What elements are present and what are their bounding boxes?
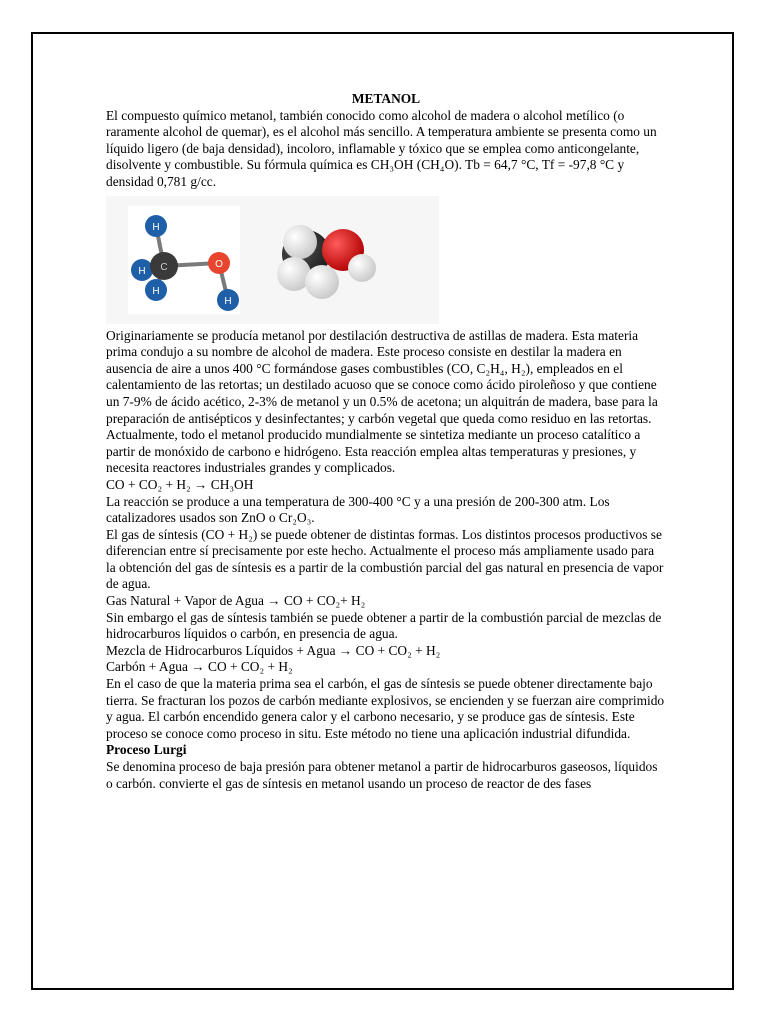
paragraph-in-situ: En el caso de que la materia prima sea el carbón, el gas de síntesis se puede obtener directamente bajo tierra. Se fracturan los pozos de carbón mediante explosivos, se encienden y se fuerzan aire comprimido y agua. El carbón encendido genera calor y el carbono necesario, y se produce gas de síntesis. Este proceso se conoce como proceso in situ. Este método no tiene una aplicación industrial difundida.: [106, 676, 665, 741]
atom-label: H: [152, 221, 160, 233]
equation-methanol: CO + CO₂ + H₂ → CH₃OH: [106, 476, 254, 492]
document-title: METANOL: [351, 91, 421, 106]
paragraph-lurgi: Se denomina proceso de baja presión para obtener metanol a partir de hidrocarburos gaseosos, líquidos o carbón. convierte el gas de síntesis en metanol usando un proceso de reactor de des fases: [106, 759, 658, 791]
paragraph-conditions: La reacción se produce a una temperatura de 300-400 °C y a una presión de 200-300 atm. Los catalizadores usados son ZnO o Cr₂O₃.: [106, 493, 610, 526]
methanol-molecule-figure: [106, 196, 439, 324]
atom-label: C: [160, 261, 168, 273]
equation-hydrocarbons: Mezcla de Hidrocarburos Líquidos + Agua → CO + CO₂ + H₂: [106, 642, 441, 658]
intro-paragraph: El compuesto químico metanol, también conocido como alcohol de madera o alcohol metílico (o raramente alcohol de quemar), es el alcohol más sencillo. A temperatura ambiente se presenta como un líquido ligero (de baja densidad), incoloro, inflamable y tóxico que se emplea como anticongelante, disolvente y combustible. Su fórmula química es CH₃OH (CH₄O). Tb = 64,7 °C, Tf = -97,8 °C y densidad 0,781 g/cc.: [106, 107, 657, 189]
paragraph-origin: Originariamente se producía metanol por destilación destructiva de astillas de madera. Esta materia prima condujo a su nombre de alcohol de madera. Este proceso consiste en destilar la madera en ausencia de aire a unos 400 °C formándose gases combustibles (CO, C₂H₄, H₂), empleados en el calentamiento de las retortas; un destilado acuoso que se conoce como ácido piroleñoso y que contiene un 7-9% de ácido acético, 2-3% de metanol y un 0.5% de acetona; un alquitrán de madera, base para la preparación de antisépticos y desinfectantes; y carbón vegetal que queda como residuo en las retortas.: [106, 327, 658, 426]
atom-label: O: [215, 258, 223, 270]
paragraph-catalytic: Actualmente, todo el metanol producido mundialmente se sintetiza mediante un proceso catalítico a partir de monóxido de carbono e hidrógeno. Esta reacción emplea altas temperaturas y presiones, y necesita reactores industriales grandes y complicados.: [106, 427, 641, 476]
paragraph-hydrocarbons: Sin embargo el gas de síntesis también se puede obtener a partir de la combustión parcial de mezclas de hidrocarburos líquidos o carbón, en presencia de agua.: [106, 609, 662, 642]
atom-label: H: [152, 285, 160, 297]
molecule-illustration: [106, 196, 439, 324]
equation-natural-gas: Gas Natural + Vapor de Agua → CO + CO₂+ H₂: [106, 593, 366, 609]
section-heading-lurgi: Proceso Lurgi: [106, 742, 187, 758]
document-body: [106, 91, 666, 792]
paragraph-syngas: El gas de síntesis (CO + H₂) se puede obtener de distintas formas. Los distintos procesos productivos se diferencian entre sí precisamente por este hecho. Actualmente el proceso más ampliamente usado para la obtención del gas de síntesis es a partir de la combustión parcial del gas natural en presencia de vapor de agua.: [106, 526, 664, 592]
space-filling-model: [277, 225, 376, 299]
equation-coal: Carbón + Agua → CO + CO₂ + H₂: [106, 659, 293, 675]
atom-label: H: [224, 295, 232, 307]
atom-label: H: [138, 265, 146, 277]
